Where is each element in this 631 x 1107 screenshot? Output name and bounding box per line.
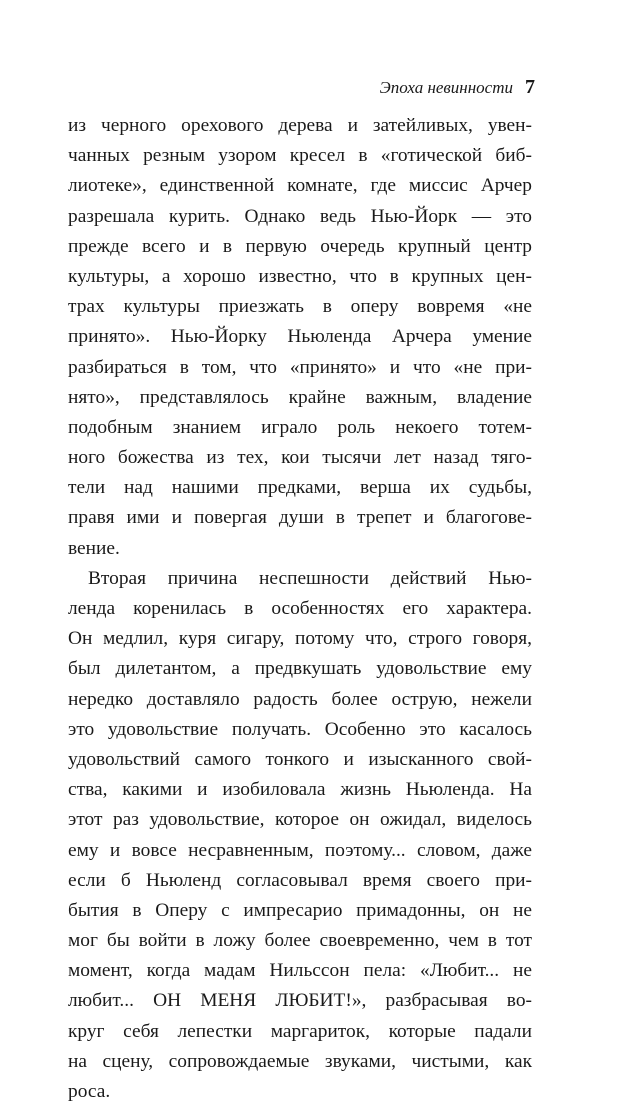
text-line: на сцену, сопровождаемые звуками, чистыми, как bbox=[68, 1050, 532, 1072]
body-text bbox=[68, 111, 532, 1107]
text-line: трах культуры приезжать в оперу вовремя «не bbox=[68, 296, 532, 318]
text-line: Он медлил, куря сигару, потому что, строго говоря, bbox=[68, 628, 532, 650]
text-line: нередко доставляло радость более острую, нежели bbox=[68, 688, 532, 710]
text-line: правя ими и повергая души в трепет и благогове- bbox=[68, 507, 532, 529]
text-line: роса. bbox=[68, 1081, 111, 1102]
text-line: Вторая причина неспешности действий Нью- bbox=[88, 567, 532, 589]
text-line: это удовольствие получать. Особенно это касалось bbox=[68, 718, 532, 740]
text-line: подобным знанием играло роль некоего тотем- bbox=[68, 416, 532, 438]
text-line: разбираться в том, что «принято» и что «не при- bbox=[68, 356, 532, 378]
page-number: 7 bbox=[525, 76, 535, 98]
text-line: тели над нашими предками, верша их судьбы, bbox=[68, 477, 532, 499]
text-line: принято». Нью-Йорку Ньюленда Арчера умение bbox=[68, 326, 532, 348]
text-line: круг себя лепестки маргариток, которые падали bbox=[68, 1020, 532, 1042]
text-line: ленда коренилась в особенностях его характера. bbox=[68, 598, 532, 619]
paragraph bbox=[68, 564, 532, 1107]
text-line: ства, какими и изобиловала жизнь Ньюленда. На bbox=[68, 779, 532, 801]
text-line: нято», представлялось крайне важным, владение bbox=[68, 386, 532, 408]
text-line: бытия в Оперу с импресарио примадонны, он не bbox=[68, 899, 532, 921]
text-line: вение. bbox=[68, 537, 120, 559]
text-line: любит... ОН МЕНЯ ЛЮБИТ!», разбрасывая во- bbox=[68, 990, 532, 1012]
text-line: если б Ньюленд согласовывал время своего при- bbox=[68, 869, 532, 891]
text-line: ного божества из тех, кои тысячи лет назад тяго- bbox=[68, 447, 532, 469]
text-line: лиотеке», единственной комнате, где миссис Арчер bbox=[68, 175, 532, 197]
running-title: Эпоха невинности bbox=[379, 78, 513, 97]
text-line: удовольствий самого тонкого и изысканного свой- bbox=[68, 748, 532, 770]
text-line: был дилетантом, а предвкушать удовольствие ему bbox=[68, 658, 532, 680]
text-line: разрешала курить. Однако ведь Нью-Йорк — это bbox=[68, 205, 532, 227]
text-line: ему и вовсе несравненным, поэтому... словом, даже bbox=[68, 839, 532, 861]
text-line: мог бы войти в ложу более своевременно, чем в тот bbox=[68, 930, 532, 952]
running-header bbox=[380, 76, 535, 99]
text-line: чанных резным узором кресел в «готической биб- bbox=[68, 145, 532, 167]
text-line: культуры, а хорошо известно, что в крупных цен- bbox=[68, 265, 532, 287]
text-line: из черного орехового дерева и затейливых, увен- bbox=[68, 115, 532, 136]
text-line: этот раз удовольствие, которое он ожидал, виделось bbox=[68, 809, 532, 831]
paragraph bbox=[68, 111, 532, 564]
text-line: прежде всего и в первую очередь крупный центр bbox=[68, 235, 532, 257]
text-line: момент, когда мадам Нильссон пела: «Любит... не bbox=[68, 960, 532, 982]
